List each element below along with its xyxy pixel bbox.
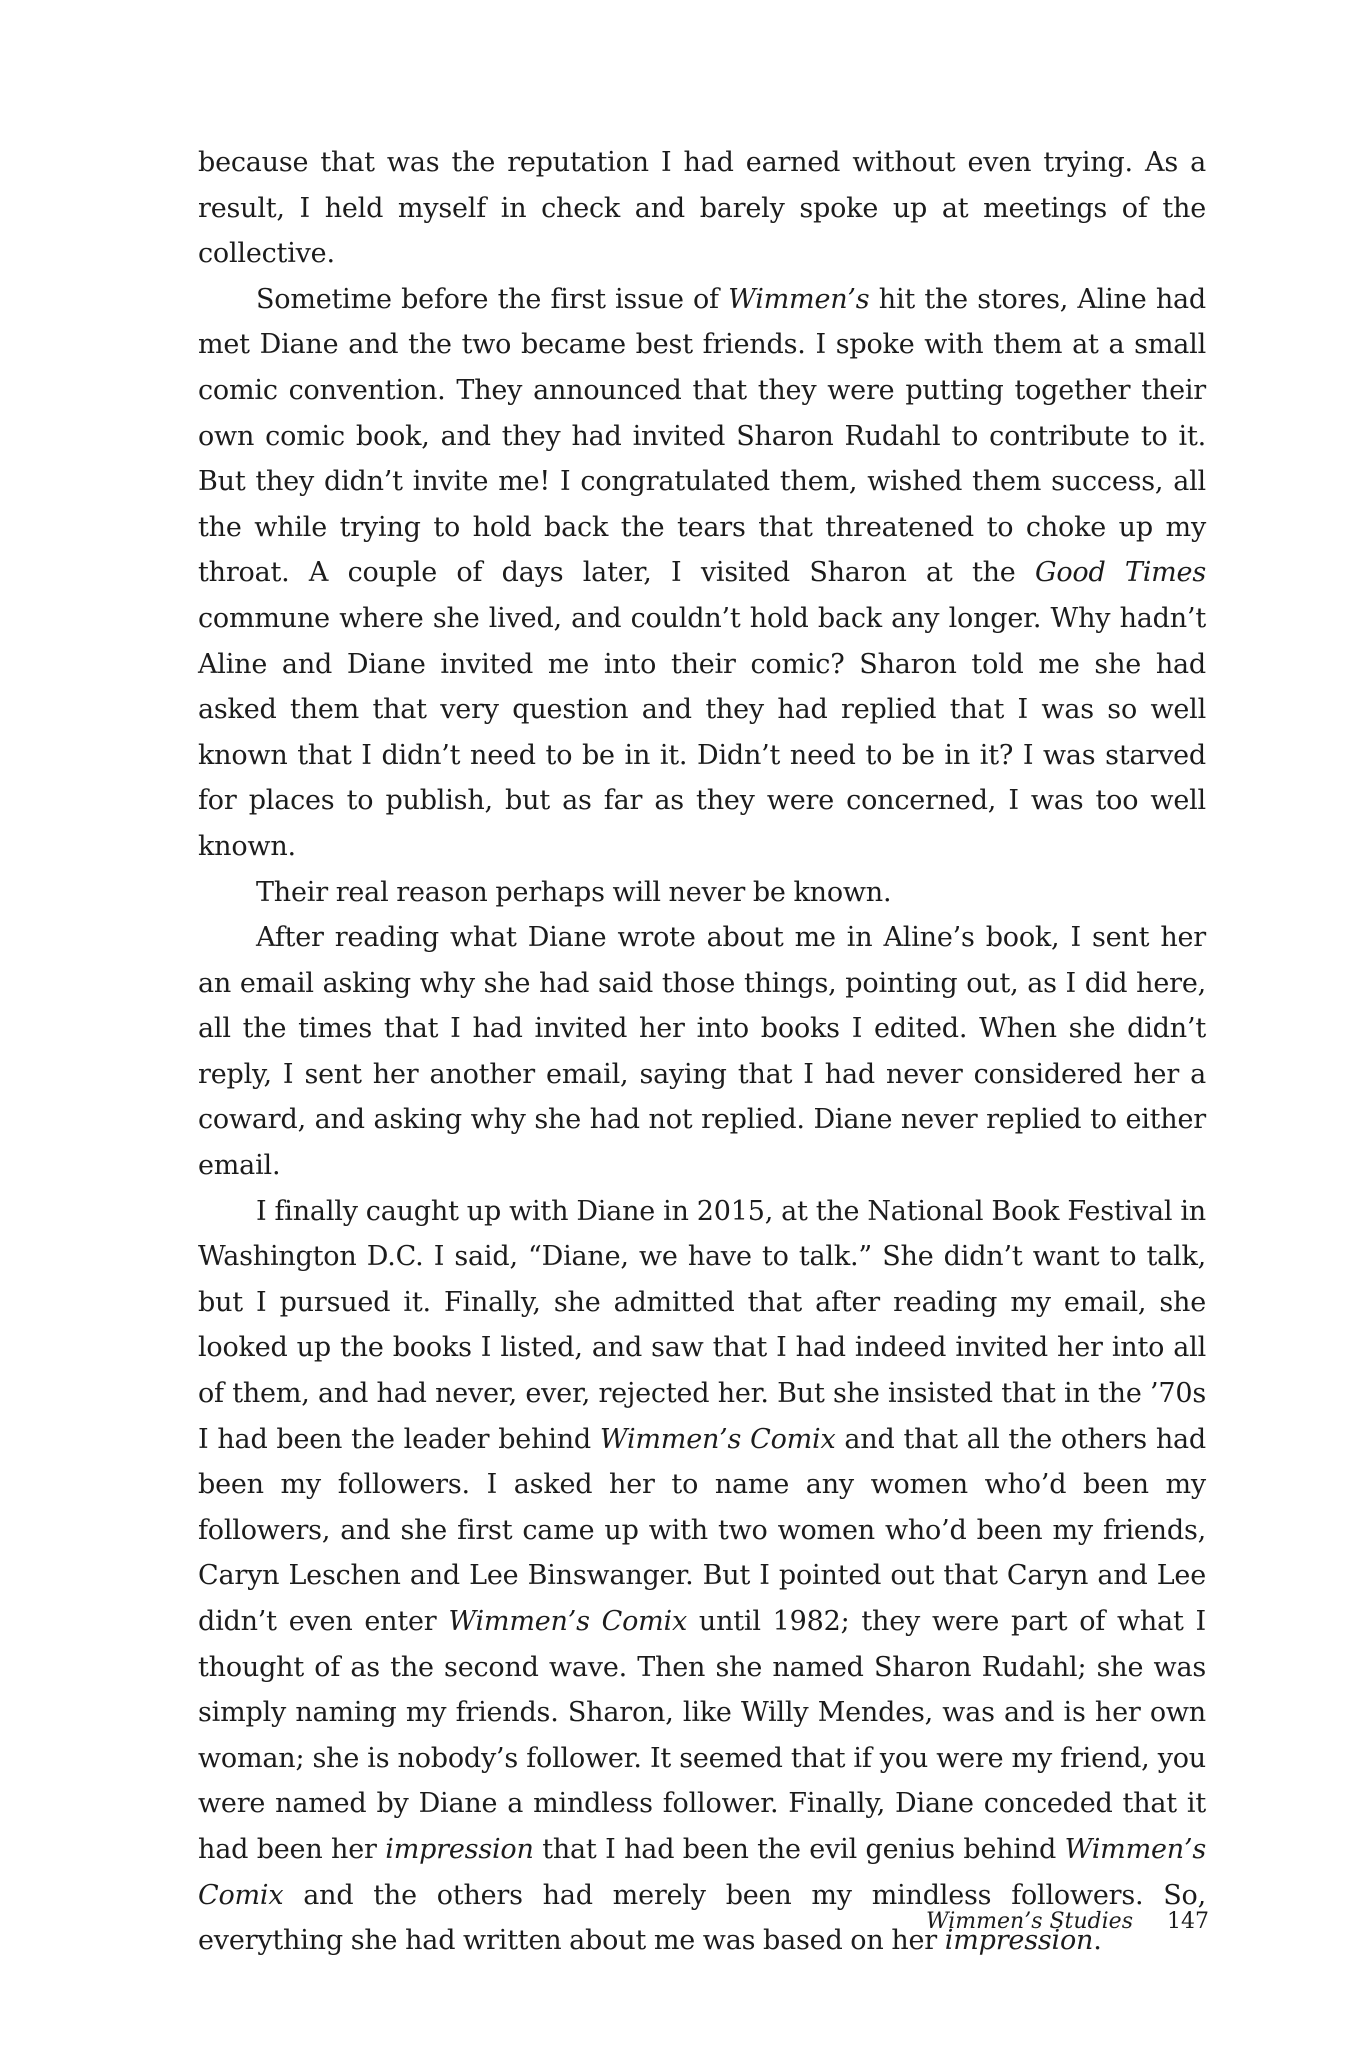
emphasis-impression: impression [944, 1925, 1094, 1957]
paragraph-5-text: until 1982; they were part of what I thought of as the second wave. Then she named Sharon Rudahl; she was simply naming my friends. Sharon, like Willy Mendes, was and is her own woman; she is nobody’s follower. It seemed that if you were my friend, you were named by Diane a mindless follower. Finally, Diane conceded that it had been her [198, 1606, 1206, 1865]
paragraph-1-text: because that was the reputation I had earned without even trying. As a result, I held myself in check and barely spoke up at meetings of the collective. [198, 147, 1206, 270]
book-title-wimmens-comix: Wimmen’s Comix [599, 1423, 836, 1455]
paragraph-4 [198, 915, 1206, 1189]
paragraph-5-text: . [1093, 1925, 1102, 1957]
page-body [198, 140, 1206, 1964]
page-number: 147 [1167, 1909, 1209, 1934]
book-title-wimmens-comix: Wimmen’s Comix [448, 1606, 687, 1637]
paragraph-2-text: commune where she lived, and couldn’t hold back any longer. Why hadn’t Aline and Diane invited me into their comic? Sharon told me she had asked them that very question and they had replied that I was so well known that I didn’t need to be in it. Didn’t need to be in it? I was starved for places to publish, but as far as they were concerned, I was too well known. [198, 602, 1206, 862]
book-title-wimmens: Wimmen’s [728, 283, 870, 315]
publication-title-good-times: Good Times [1034, 557, 1206, 589]
paragraph-5-text: and that all the others had been my followers. I asked her to name any women who’d been my followers, and she first came up with two women who’d been my friends, Caryn Leschen and Lee Binswanger. But I pointed out that Caryn and Lee didn’t even enter [198, 1423, 1207, 1637]
paragraph-2 [198, 277, 1206, 870]
emphasis-impression: impression [385, 1833, 534, 1865]
paragraph-2-text: hit the stores, Aline had met Diane and the two became best friends. I spoke with them at a small comic convention. They announced that they were putting together their own comic book, and they had invited Sharon Rudahl to contribute to it. But they didn’t invite me! I congratulated them, wished them success, all the while trying to hold back the tears that threatened to choke up my throat. A couple of days later, I visited Sharon at the [198, 283, 1206, 589]
running-title: Wimmen’s Studies [926, 1909, 1133, 1934]
page-footer [926, 1907, 1209, 1937]
paragraph-5-text: I finally caught up with Diane in 2015, at the National Book Festival in Washington D.C. I said, “Diane, we have to talk.” She didn’t want to talk, but I pursued it. Finally, she admitted that after reading my email, she looked up the books I listed, and saw that I had indeed invited her into all of them, and had never, ever, rejected her. But she insisted that in the ’70s I had been the leader behind [198, 1195, 1206, 1455]
paragraph-5-text: that I had been the evil genius behind [533, 1833, 1065, 1865]
paragraph-4-text: After reading what Diane wrote about me in Aline’s book, I sent her an email asking why she had said those things, pointing out, as I did here, all the times that I had invited her into books I edited. When she didn’t reply, I sent her another email, saying that I had never considered her a coward, and asking why she had not replied. Diane never replied to either email. [198, 922, 1206, 1182]
book-title-wimmens-comix: Wimmen’s Comix [198, 1833, 1206, 1911]
paragraph-2-text: Sometime before the first issue of [256, 283, 729, 315]
paragraph-3 [198, 870, 1206, 916]
paragraph-5-text: and the others had merely been my mindless followers. So, everything she had written about me was based on her [198, 1879, 1206, 1957]
paragraph-3-text: Their real reason perhaps will never be known. [256, 876, 892, 908]
paragraph-1 [198, 140, 1206, 277]
paragraph-5 [198, 1189, 1206, 1964]
